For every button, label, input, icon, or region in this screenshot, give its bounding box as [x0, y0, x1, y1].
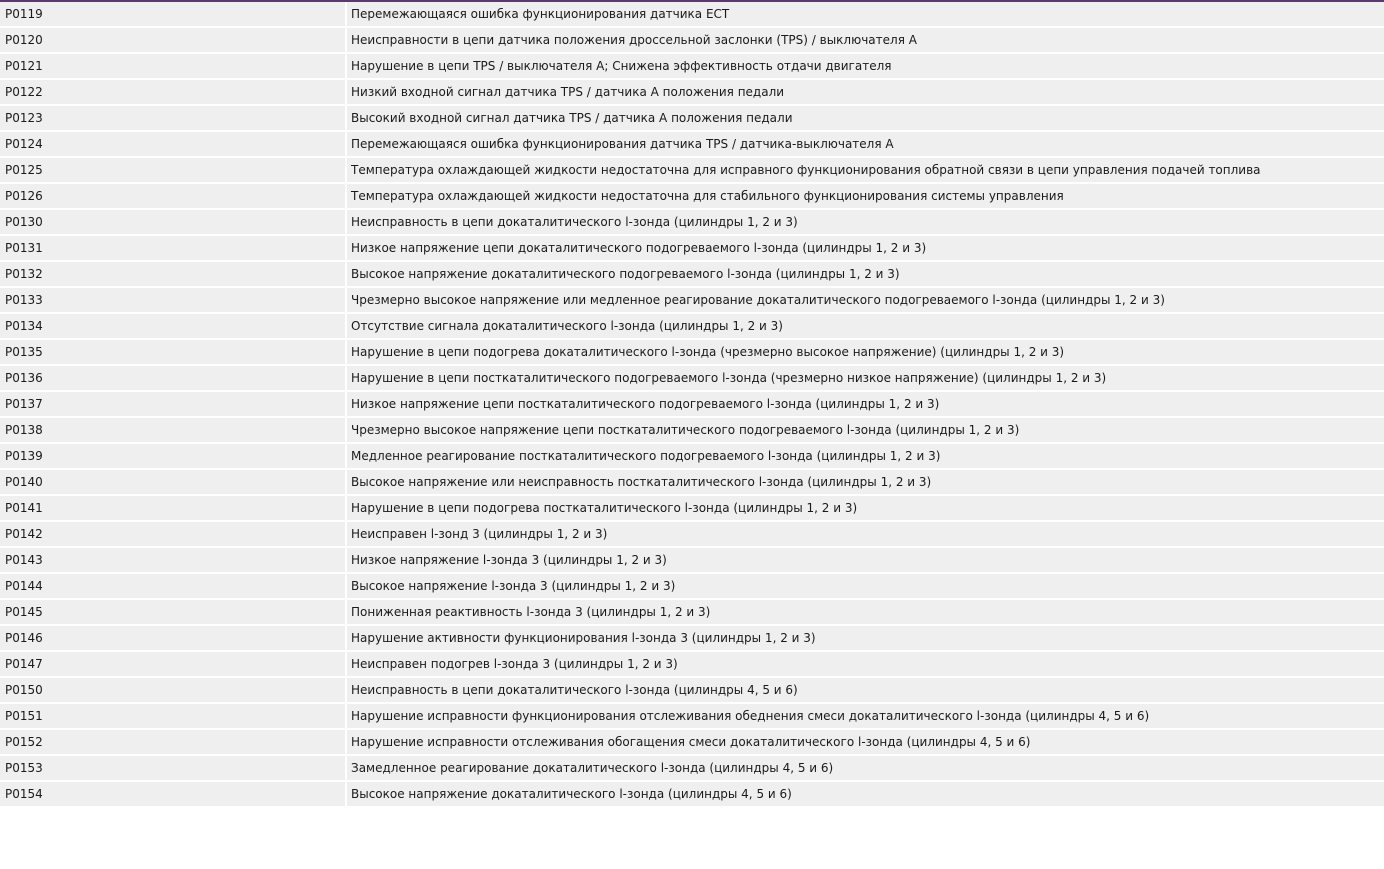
- fault-code-cell: P0151: [0, 704, 347, 730]
- table-row: [0, 444, 1384, 470]
- fault-description-cell: Высокое напряжение или неисправность посткаталитического l-зонда (цилиндры 1, 2 и 3): [347, 470, 1384, 496]
- fault-description-cell: Низкое напряжение l-зонда 3 (цилиндры 1, 2 и 3): [347, 548, 1384, 574]
- table-row: [0, 756, 1384, 782]
- fault-description-cell: Перемежающаяся ошибка функционирования датчика ЕСТ: [347, 2, 1384, 28]
- fault-code-cell: P0119: [0, 2, 347, 28]
- fault-description-cell: Замедленное реагирование докаталитического l-зонда (цилиндры 4, 5 и 6): [347, 756, 1384, 782]
- fault-code-cell: P0147: [0, 652, 347, 678]
- fault-code-cell: P0133: [0, 288, 347, 314]
- fault-description-cell: Температура охлаждающей жидкости недостаточна для исправного функционирования обратной связи в цепи управления подачей топлива: [347, 158, 1384, 184]
- table-row: [0, 782, 1384, 808]
- fault-code-cell: P0152: [0, 730, 347, 756]
- fault-description-cell: Низкое напряжение цепи докаталитического подогреваемого l-зонда (цилиндры 1, 2 и 3): [347, 236, 1384, 262]
- fault-description-cell: Неисправность в цепи докаталитического l-зонда (цилиндры 4, 5 и 6): [347, 678, 1384, 704]
- fault-description-cell: Нарушение активности функционирования l-зонда 3 (цилиндры 1, 2 и 3): [347, 626, 1384, 652]
- fault-description-cell: Нарушение в цепи TPS / выключателя А; Снижена эффективность отдачи двигателя: [347, 54, 1384, 80]
- table-row: [0, 314, 1384, 340]
- fault-code-cell: P0146: [0, 626, 347, 652]
- fault-code-cell: P0126: [0, 184, 347, 210]
- fault-code-cell: P0140: [0, 470, 347, 496]
- fault-code-cell: P0144: [0, 574, 347, 600]
- fault-description-cell: Неисправен подогрев l-зонда 3 (цилиндры 1, 2 и 3): [347, 652, 1384, 678]
- fault-description-cell: Нарушение в цепи подогрева посткаталитического l-зонда (цилиндры 1, 2 и 3): [347, 496, 1384, 522]
- table-row: [0, 548, 1384, 574]
- fault-description-cell: Высокое напряжение l-зонда 3 (цилиндры 1, 2 и 3): [347, 574, 1384, 600]
- table-row: [0, 574, 1384, 600]
- table-row: [0, 704, 1384, 730]
- fault-description-cell: Неисправности в цепи датчика положения дроссельной заслонки (TPS) / выключателя А: [347, 28, 1384, 54]
- fault-code-cell: P0131: [0, 236, 347, 262]
- fault-code-cell: P0141: [0, 496, 347, 522]
- table-row: [0, 340, 1384, 366]
- fault-code-cell: P0143: [0, 548, 347, 574]
- fault-code-cell: P0130: [0, 210, 347, 236]
- fault-description-cell: Чрезмерно высокое напряжение цепи посткаталитического подогреваемого l-зонда (цилиндры 1, 2 и 3): [347, 418, 1384, 444]
- fault-code-cell: P0153: [0, 756, 347, 782]
- table-row: [0, 80, 1384, 106]
- fault-code-table: [0, 2, 1384, 808]
- fault-code-cell: P0137: [0, 392, 347, 418]
- fault-code-cell: P0134: [0, 314, 347, 340]
- table-row: [0, 106, 1384, 132]
- table-row: [0, 210, 1384, 236]
- table-row: [0, 600, 1384, 626]
- fault-description-cell: Неисправность в цепи докаталитического l-зонда (цилиндры 1, 2 и 3): [347, 210, 1384, 236]
- table-row: [0, 522, 1384, 548]
- fault-code-cell: P0132: [0, 262, 347, 288]
- table-row: [0, 626, 1384, 652]
- table-row: [0, 158, 1384, 184]
- table-row: [0, 470, 1384, 496]
- fault-code-cell: P0125: [0, 158, 347, 184]
- fault-code-cell: P0139: [0, 444, 347, 470]
- table-row: [0, 236, 1384, 262]
- fault-description-cell: Нарушение в цепи посткаталитического подогреваемого l-зонда (чрезмерно низкое напряжение) (цилиндры 1, 2 и 3): [347, 366, 1384, 392]
- fault-description-cell: Высокий входной сигнал датчика TPS / датчика А положения педали: [347, 106, 1384, 132]
- table-row: [0, 288, 1384, 314]
- table-row: [0, 392, 1384, 418]
- fault-description-cell: Пониженная реактивность l-зонда 3 (цилиндры 1, 2 и 3): [347, 600, 1384, 626]
- table-row: [0, 262, 1384, 288]
- fault-description-cell: Нарушение исправности функционирования отслеживания обеднения смеси докаталитического l-зонда (цилиндры 4, 5 и 6): [347, 704, 1384, 730]
- fault-description-cell: Чрезмерно высокое напряжение или медленное реагирование докаталитического подогреваемого l-зонда (цилиндры 1, 2 и 3): [347, 288, 1384, 314]
- table-row: [0, 730, 1384, 756]
- fault-description-cell: Перемежающаяся ошибка функционирования датчика TPS / датчика-выключателя А: [347, 132, 1384, 158]
- fault-description-cell: Высокое напряжение докаталитического подогреваемого l-зонда (цилиндры 1, 2 и 3): [347, 262, 1384, 288]
- table-row: [0, 28, 1384, 54]
- fault-description-cell: Низкое напряжение цепи посткаталитического подогреваемого l-зонда (цилиндры 1, 2 и 3): [347, 392, 1384, 418]
- table-row: [0, 184, 1384, 210]
- fault-code-cell: P0135: [0, 340, 347, 366]
- fault-code-cell: P0136: [0, 366, 347, 392]
- fault-code-cell: P0123: [0, 106, 347, 132]
- fault-code-table-body: [0, 2, 1384, 808]
- fault-code-cell: P0120: [0, 28, 347, 54]
- fault-code-cell: P0122: [0, 80, 347, 106]
- fault-code-cell: P0121: [0, 54, 347, 80]
- table-row: [0, 652, 1384, 678]
- fault-code-cell: P0138: [0, 418, 347, 444]
- fault-description-cell: Нарушение исправности отслеживания обогащения смеси докаталитического l-зонда (цилиндры 4, 5 и 6): [347, 730, 1384, 756]
- table-row: [0, 132, 1384, 158]
- fault-code-cell: P0154: [0, 782, 347, 808]
- fault-code-cell: P0150: [0, 678, 347, 704]
- fault-description-cell: Высокое напряжение докаталитического l-зонда (цилиндры 4, 5 и 6): [347, 782, 1384, 808]
- table-row: [0, 496, 1384, 522]
- fault-code-cell: P0145: [0, 600, 347, 626]
- fault-description-cell: Нарушение в цепи подогрева докаталитического l-зонда (чрезмерно высокое напряжение) (цилиндры 1, 2 и 3): [347, 340, 1384, 366]
- fault-description-cell: Неисправен l-зонд 3 (цилиндры 1, 2 и 3): [347, 522, 1384, 548]
- fault-code-cell: P0124: [0, 132, 347, 158]
- table-row: [0, 2, 1384, 28]
- fault-code-cell: P0142: [0, 522, 347, 548]
- table-row: [0, 366, 1384, 392]
- table-row: [0, 678, 1384, 704]
- fault-description-cell: Низкий входной сигнал датчика TPS / датчика А положения педали: [347, 80, 1384, 106]
- table-row: [0, 418, 1384, 444]
- fault-description-cell: Отсутствие сигнала докаталитического l-зонда (цилиндры 1, 2 и 3): [347, 314, 1384, 340]
- fault-description-cell: Температура охлаждающей жидкости недостаточна для стабильного функционирования системы управления: [347, 184, 1384, 210]
- fault-description-cell: Медленное реагирование посткаталитического подогреваемого l-зонда (цилиндры 1, 2 и 3): [347, 444, 1384, 470]
- table-row: [0, 54, 1384, 80]
